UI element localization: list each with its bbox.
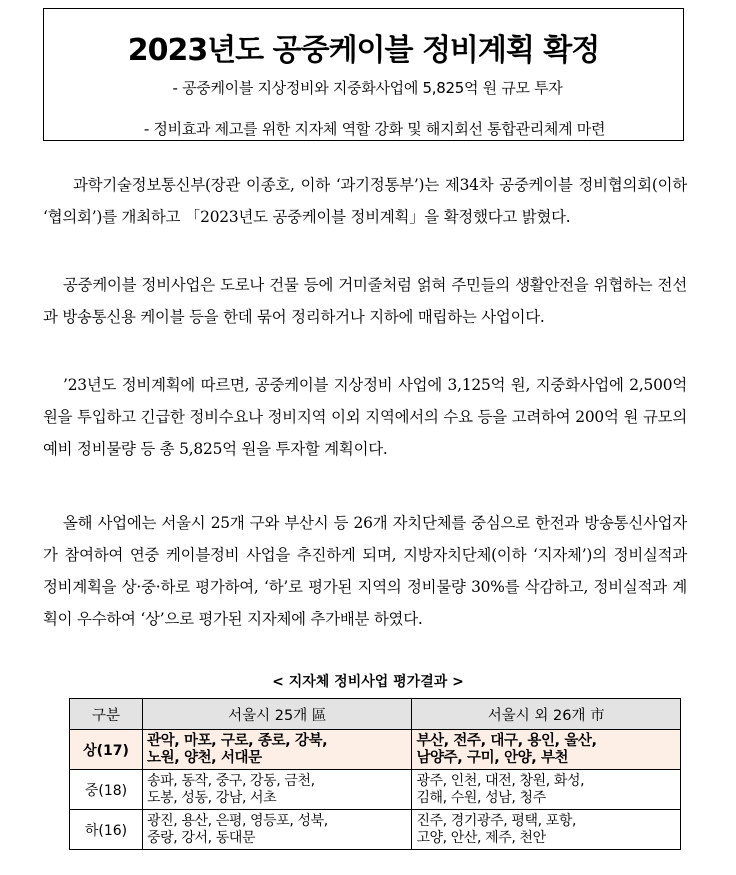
seoul-line-1: 관악, 마포, 구로, 종로, 강북, [147,732,328,749]
seoul-cell [143,810,412,850]
paragraph-evaluation: 올해 사업에는 서울시 25개 구와 부산시 등 26개 자치단체를 중심으로 한전과 방송통신사업자가 참여하여 연중 케이블정비 사업을 추진하게 되며, 지방자치단체(이하 ‘지자체’)의 정비실적과 정비계획을 상·중·하로 평가하여, ‘하’로 평가된 지역의 정비물량 30%를 삭감하고, 정비실적과 계획이 우수하여 ‘상’으로 평가된 지자체에 추가배분 하였다. [43,514,687,628]
subtitle-1: - 공중케이블 지상정비와 지중화사업에 5,825억 원 규모 투자 [172,79,563,97]
subtitle-2: - 정비효과 제고를 위한 지자체 역할 강화 및 해지회선 통합관리체계 마련 [143,120,606,138]
seoul-line-2: 중랑, 강서, 동대문 [147,829,256,846]
other-line-2: 김해, 수원, 성남, 청주 [416,789,546,806]
seoul-cell [143,730,412,770]
page-title: 2023년도 공중케이블 정비계획 확정 [127,33,600,68]
evaluation-table [69,698,681,850]
seoul-cell [143,770,412,810]
other-line-1: 부산, 전주, 대구, 용인, 울산, [416,732,597,749]
grade-cell: 중(18) [70,770,143,810]
table-header-row [70,699,681,730]
paragraph-definition: 공중케이블 정비사업은 도로나 건물 등에 거미줄처럼 얽혀 주민들의 생활안전을 위협하는 전선과 방송통신용 케이블 등을 한데 묶어 정리하거나 지하에 매립하는 사업이다. [43,276,687,326]
seoul-line-2: 도봉, 성동, 강남, 서초 [147,789,277,806]
header-other: 서울시 외 26개 市 [412,699,681,730]
grade-cell: 상(17) [70,730,143,770]
grade-cell: 하(16) [70,810,143,850]
table-row-middle [70,770,681,810]
title-box [43,8,684,141]
table-row-top [70,730,681,770]
seoul-line-1: 광진, 용산, 은평, 영등포, 성북, [147,812,328,829]
other-line-2: 남양주, 구미, 안양, 부천 [416,749,569,766]
seoul-line-2: 노원, 양천, 서대문 [147,749,262,766]
table-caption: < 지자체 정비사업 평가결과 > [272,674,464,690]
seoul-line-1: 송파, 동작, 중구, 강동, 금천, [147,772,315,789]
paragraph-intro: 과학기술정보통신부(장관 이종호, 이하 ‘과기정통부’)는 제34차 공중케이블 정비협의회(이하 ‘협의회’)를 개최하고 「2023년도 공중케이블 정비계획」을 확정했다고 밝혔다. [43,176,687,226]
other-line-2: 고양, 안산, 제주, 천안 [416,829,546,846]
other-line-1: 광주, 인천, 대전, 창원, 화성, [416,772,585,789]
other-cell [412,730,681,770]
other-cell [412,770,681,810]
other-line-1: 진주, 경기광주, 평택, 포항, [416,812,577,829]
header-grade: 구분 [70,699,143,730]
header-seoul: 서울시 25개 區 [143,699,412,730]
table-row-bottom [70,810,681,850]
paragraph-budget: ’23년도 정비계획에 따르면, 공중케이블 지상정비 사업에 3,125억 원, 지중화사업에 2,500억 원을 투입하고 긴급한 정비수요나 정비지역 이외 지역에서의 수요 등을 고려하여 200억 원 규모의 예비 정비물량 등 총 5,825억 원을 투자할 계획이다. [43,376,687,458]
other-cell [412,810,681,850]
